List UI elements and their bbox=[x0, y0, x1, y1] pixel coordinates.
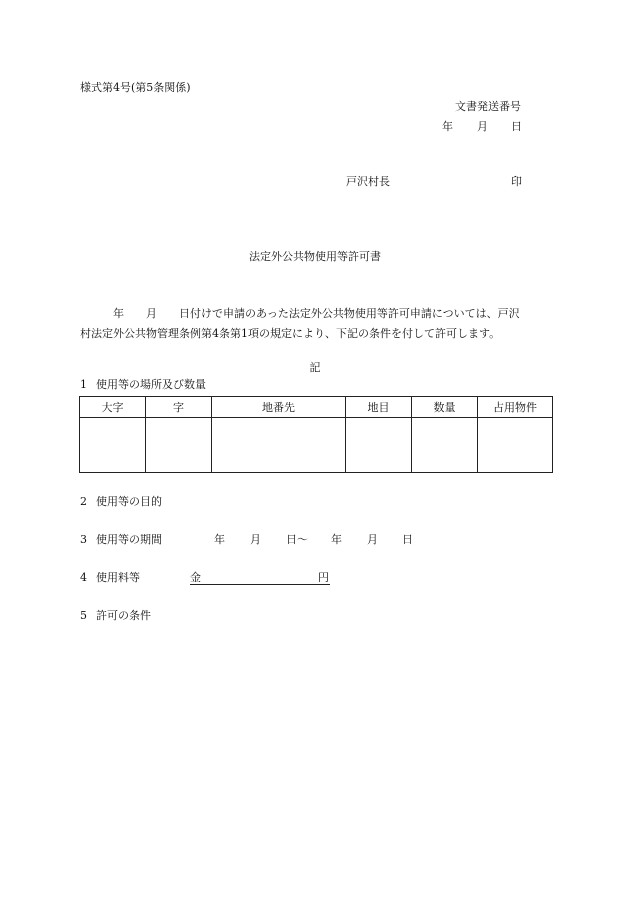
table-row bbox=[80, 418, 553, 473]
header-oaza: 大字 bbox=[80, 397, 146, 418]
body-line-1 bbox=[80, 304, 550, 324]
period-end-month: 月 bbox=[367, 533, 378, 546]
section-3-heading bbox=[80, 534, 162, 545]
section-1-number: 1 bbox=[80, 378, 87, 391]
ki-heading: 記 bbox=[309, 361, 321, 374]
section-5-number: 5 bbox=[80, 609, 87, 622]
header-senyo-bukken: 占用物件 bbox=[478, 397, 553, 418]
section-4-label: 使用料等 bbox=[96, 571, 140, 584]
table-header-row bbox=[80, 397, 553, 418]
cell-senyo-bukken[interactable] bbox=[478, 418, 553, 473]
date-day-label: 日 bbox=[511, 120, 522, 133]
date-month-label: 月 bbox=[477, 120, 488, 133]
form-number-label: 様式第4号(第5条関係) bbox=[80, 81, 191, 94]
body-line-2: 村法定外公共物管理条例第4条第1項の規定により、下記の条件を付して許可します。 bbox=[80, 327, 501, 340]
section-4-heading bbox=[80, 572, 140, 583]
period-start-year: 年 bbox=[214, 533, 225, 546]
section-3-number: 3 bbox=[80, 533, 87, 546]
header-chimoku: 地目 bbox=[346, 397, 412, 418]
section-5-heading bbox=[80, 610, 151, 621]
location-quantity-table bbox=[79, 396, 553, 473]
date-year-label: 年 bbox=[442, 120, 453, 133]
section-4-number: 4 bbox=[80, 571, 87, 584]
document-number-label: 文書発送番号 bbox=[455, 100, 521, 113]
period-start-month: 月 bbox=[250, 533, 261, 546]
fee-kin-label: 金 bbox=[190, 571, 201, 584]
cell-aza[interactable] bbox=[146, 418, 212, 473]
cell-oaza[interactable] bbox=[80, 418, 146, 473]
section-2-number: 2 bbox=[80, 495, 87, 508]
seal-mark: 印 bbox=[511, 175, 522, 188]
body-month-label: 月 bbox=[146, 307, 157, 320]
section-3-label: 使用等の期間 bbox=[96, 533, 162, 546]
body-line-1-text: 日付けで申請のあった法定外公共物使用等許可申請については、戸沢 bbox=[179, 307, 520, 320]
header-chibansaki: 地番先 bbox=[212, 397, 346, 418]
document-title: 法定外公共物使用等許可書 bbox=[249, 250, 381, 263]
period-end-day: 日 bbox=[402, 533, 413, 546]
fee-amount-underline[interactable] bbox=[190, 584, 330, 585]
section-2-label: 使用等の目的 bbox=[96, 495, 162, 508]
cell-suryo[interactable] bbox=[412, 418, 478, 473]
body-year-label: 年 bbox=[113, 307, 124, 320]
cell-chimoku[interactable] bbox=[346, 418, 412, 473]
section-1-label: 使用等の場所及び数量 bbox=[96, 378, 206, 391]
section-2-heading bbox=[80, 496, 162, 507]
header-suryo: 数量 bbox=[412, 397, 478, 418]
section-5-label: 許可の条件 bbox=[96, 609, 151, 622]
fee-yen-label: 円 bbox=[318, 571, 329, 584]
issuer-name: 戸沢村長 bbox=[346, 175, 390, 188]
cell-chibansaki[interactable] bbox=[212, 418, 346, 473]
section-1-heading bbox=[80, 379, 206, 390]
period-start-day: 日～ bbox=[286, 533, 308, 546]
header-aza: 字 bbox=[146, 397, 212, 418]
period-end-year: 年 bbox=[331, 533, 342, 546]
body-paragraph bbox=[80, 304, 550, 344]
